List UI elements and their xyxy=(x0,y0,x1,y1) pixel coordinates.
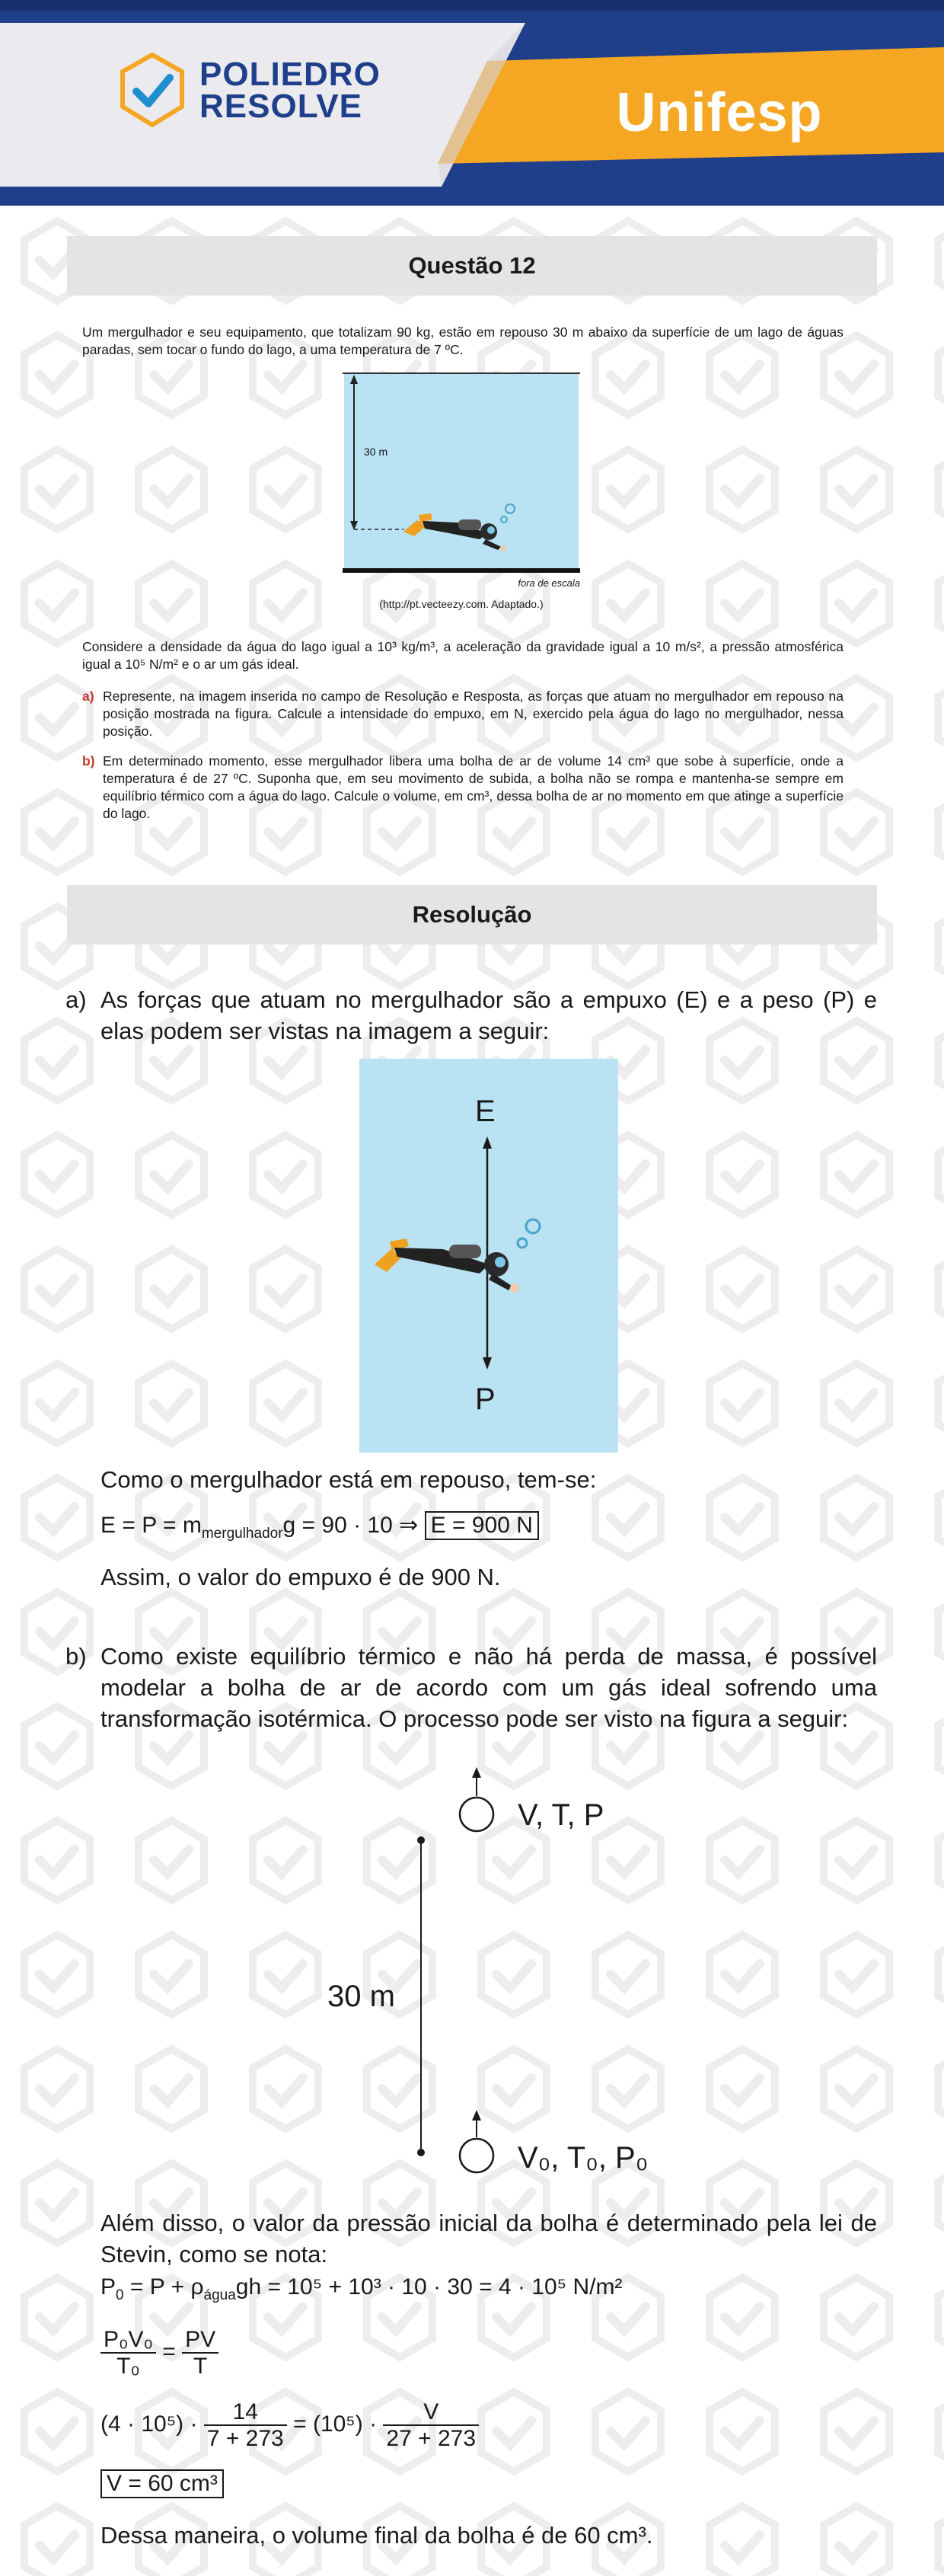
eq1-rho-sub: água xyxy=(203,2287,236,2303)
bubble-process-figure xyxy=(305,1756,700,2183)
force-label-up: E xyxy=(475,1095,496,1128)
frac-denominator: 27 + 273 xyxy=(386,2426,477,2451)
question-item-text: Represente, na imagem inserida no campo de Resolução e Resposta, as forças que atuam no mergulhador em repouso na posição mostrada na figura. Calcule a intensidade do empuxo, em N, exercido pela água do lago no mergulhador, nessa posição. xyxy=(103,689,844,739)
equation-buoyancy xyxy=(100,1511,539,1541)
equation-result xyxy=(100,2469,224,2498)
diver-depth-figure xyxy=(343,372,580,577)
page-header xyxy=(0,0,944,206)
eq3-mid: = (10⁵) · xyxy=(293,2411,378,2437)
arrow-up-icon xyxy=(472,1767,481,1778)
resolution-item-b xyxy=(65,1641,877,1734)
question-title: Questão 12 xyxy=(67,236,877,296)
eq1-lhs-sub: 0 xyxy=(116,2287,124,2303)
frac-denominator: T₀ xyxy=(116,2354,140,2379)
figure-credit: (http://pt.vecteezy.com. Adaptado.) xyxy=(379,598,544,610)
frac-numerator: P₀V₀ xyxy=(100,2327,156,2354)
figure-scale-note: fora de escala xyxy=(518,577,580,589)
force-label-down: P xyxy=(475,1382,496,1416)
question-constants: Considere a densidade da água do lago igual a 10³ kg/m³, a aceleração da gravidade igual a 10 m/s², a pressão atmosférica igual a 10⁵ N/m² e o ar um gás ideal. xyxy=(82,639,844,672)
question-item-b xyxy=(82,753,844,823)
state-final-label: V, T, P xyxy=(518,1798,604,1832)
depth-label: 30 m xyxy=(327,1980,395,2013)
frac-denominator: T xyxy=(193,2354,208,2379)
resolution-item-letter: a) xyxy=(65,986,87,1013)
eq-a-lhs: E = P = m xyxy=(100,1513,202,1538)
eq3-left: (4 · 10⁵) · xyxy=(100,2411,198,2437)
fig1-depth-label: 30 m xyxy=(364,446,388,458)
question-intro: Um mergulhador e seu equipamento, que totalizam 90 kg, estão em repouso 30 m abaixo da superfície de um lago de águas paradas, sem tocar o fundo do lago, a uma temperatura de 7 ºC. xyxy=(82,324,844,357)
bubble-top-icon xyxy=(460,1798,493,1831)
eq1-rhs: gh = 10⁵ + 10³ · 10 · 30 = 4 · 10⁵ N/m² xyxy=(235,2274,623,2300)
resolution-a-result: Assim, o valor do empuxo é de 900 N. xyxy=(100,1564,501,1590)
arrow-up-icon xyxy=(472,2110,481,2121)
resolution-item-intro: As forças que atuam no mergulhador são a empuxo (E) e a peso (P) e elas podem ser vistas na imagem a seguir: xyxy=(100,986,877,1044)
resolution-item-intro: Como existe equilíbrio térmico e não há perda de massa, é possível modelar a bolha de ar de acordo com um gás ideal sofrendo uma transformação isotérmica. O processo pode ser visto na figura a seguir: xyxy=(100,1643,877,1732)
fraction-right xyxy=(182,2327,218,2379)
institution-name: Unifesp xyxy=(616,82,823,143)
question-item-letter: b) xyxy=(82,753,95,769)
resolution-a-rest-text: Como o mergulhador está em repouso, tem-se: xyxy=(100,1466,597,1493)
resolution-title: Resolução xyxy=(67,885,877,944)
eq-a-mid: g = 90 · 10 ⇒ xyxy=(282,1513,419,1538)
eq-a-result-box: E = 900 N xyxy=(425,1511,539,1540)
question-item-letter: a) xyxy=(82,689,94,704)
frac-numerator: V xyxy=(383,2399,479,2426)
resolution-item-letter: b) xyxy=(65,1643,87,1670)
poliedro-logo-icon xyxy=(118,52,187,128)
eq1-lhs: P xyxy=(100,2274,116,2300)
bubble-bottom-icon xyxy=(460,2139,493,2172)
resolution-item-a xyxy=(65,984,877,1047)
frac-numerator: 14 xyxy=(204,2399,287,2426)
eq1-mid: = P + ρ xyxy=(123,2274,204,2300)
fraction-2 xyxy=(383,2399,479,2451)
frac-numerator: PV xyxy=(182,2327,218,2354)
resolution-b-final: Dessa maneira, o volume final da bolha é de 60 cm³. xyxy=(100,2522,653,2549)
equation-substitution xyxy=(100,2399,479,2451)
brand-name-line2: RESOLVE xyxy=(199,88,363,125)
volume-result-box: V = 60 cm³ xyxy=(100,2469,224,2498)
question-item-a xyxy=(82,688,844,740)
frac-denominator: 7 + 273 xyxy=(206,2426,284,2451)
state-initial-label: V₀, T₀, P₀ xyxy=(518,2141,649,2175)
eq-a-sub: mergulhador xyxy=(201,1526,283,1542)
forces-figure xyxy=(359,1059,618,1453)
equation-stevin xyxy=(100,2276,622,2303)
fraction-1 xyxy=(204,2399,287,2451)
fraction-left xyxy=(100,2327,156,2379)
brand-name-line1: POLIEDRO xyxy=(199,56,381,93)
question-item-text: Em determinado momento, esse mergulhador libera uma bolha de ar de volume 14 cm³ que sobe à superfície, onde a temperatura é de 27 ºC. Suponha que, em seu movimento de subida, a bolha não se rompa e mantenha-se sempre em equilíbrio térmico com a água do lago. Calcule o volume, em cm³, dessa bolha de ar no momento em que atinge a superfície do lago. xyxy=(103,753,844,821)
equation-gas-law: $\frac{\text{P₀V₀}}{\text{T₀}}$ = $\frac{PV}{T}$ xyxy=(100,2327,218,2379)
resolution-b-stevin-text: Além disso, o valor da pressão inicial da bolha é determinado pela lei de Stevin, como se nota: xyxy=(100,2210,877,2268)
